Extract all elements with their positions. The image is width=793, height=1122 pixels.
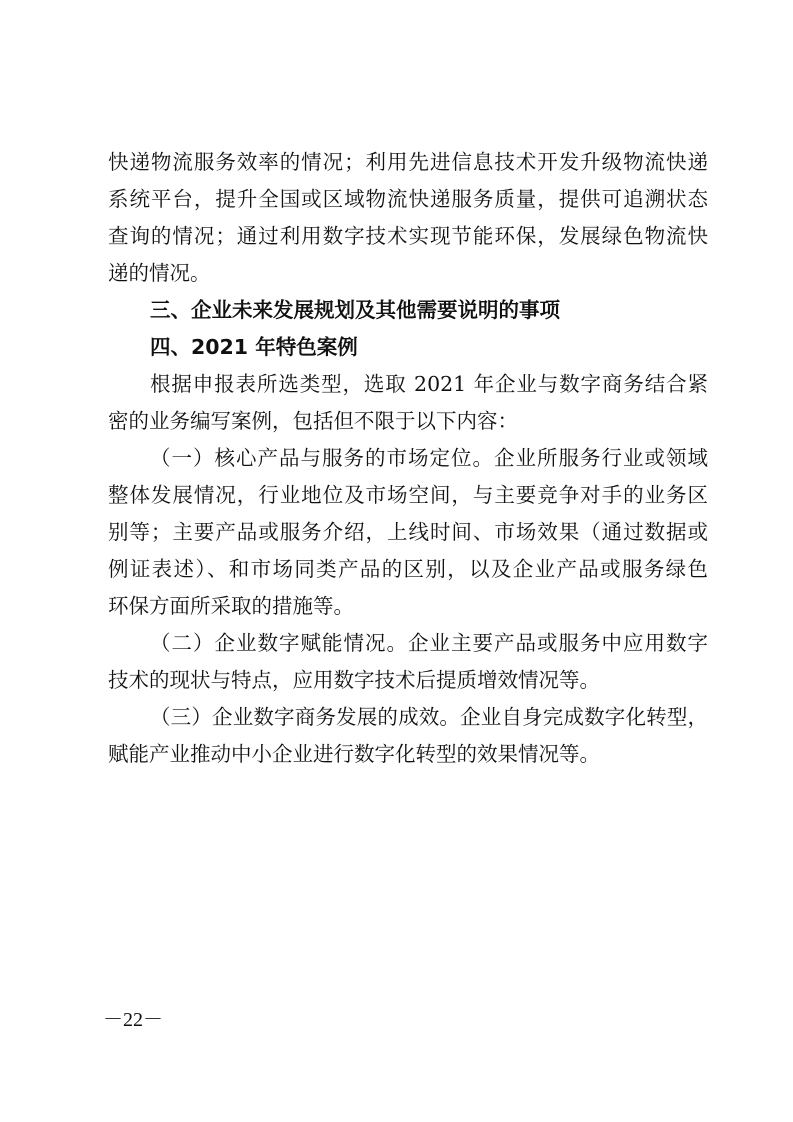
body-text-line: 赋能产业推动中小企业进行数字化转型的效果情况等。 bbox=[108, 742, 600, 766]
section-heading: 四、2021 年特色案例 bbox=[150, 335, 358, 359]
body-text-line: （二）企业数字赋能情况。企业主要产品或服务中应用数字 bbox=[150, 631, 708, 655]
body-text-line: （一）核心产品与服务的市场定位。企业所服务行业或领域 bbox=[150, 446, 708, 470]
body-text-line: 查询的情况；通过利用数字技术实现节能环保，发展绿色物流快 bbox=[108, 224, 708, 248]
body-text-line: （三）企业数字商务发展的成效。企业自身完成数字化转型， bbox=[150, 705, 708, 729]
body-text-line: 系统平台，提升全国或区域物流快递服务质量，提供可追溯状态 bbox=[108, 187, 708, 211]
section-heading: 三、企业未来发展规划及其他需要说明的事项 bbox=[150, 298, 560, 322]
body-text-line: 技术的现状与特点，应用数字技术后提质增效情况等。 bbox=[108, 668, 600, 692]
body-text-line: 别等；主要产品或服务介绍，上线时间、市场效果（通过数据或 bbox=[108, 520, 708, 544]
body-text-line: 密的业务编写案例，包括但不限于以下内容： bbox=[108, 409, 518, 433]
body-text-line: 根据申报表所选类型，选取 2021 年企业与数字商务结合紧 bbox=[150, 372, 708, 396]
body-text-line: 递的情况。 bbox=[108, 261, 211, 285]
body-text-line: 环保方面所采取的措施等。 bbox=[108, 594, 354, 618]
body-text-line: 例证表述）、和市场同类产品的区别，以及企业产品或服务绿色 bbox=[108, 557, 708, 581]
body-text-line: 整体发展情况，行业地位及市场空间，与主要竞争对手的业务区 bbox=[108, 483, 708, 507]
page-number: －22－ bbox=[103, 1009, 163, 1031]
body-text-line: 快递物流服务效率的情况；利用先进信息技术开发升级物流快递 bbox=[108, 150, 708, 174]
